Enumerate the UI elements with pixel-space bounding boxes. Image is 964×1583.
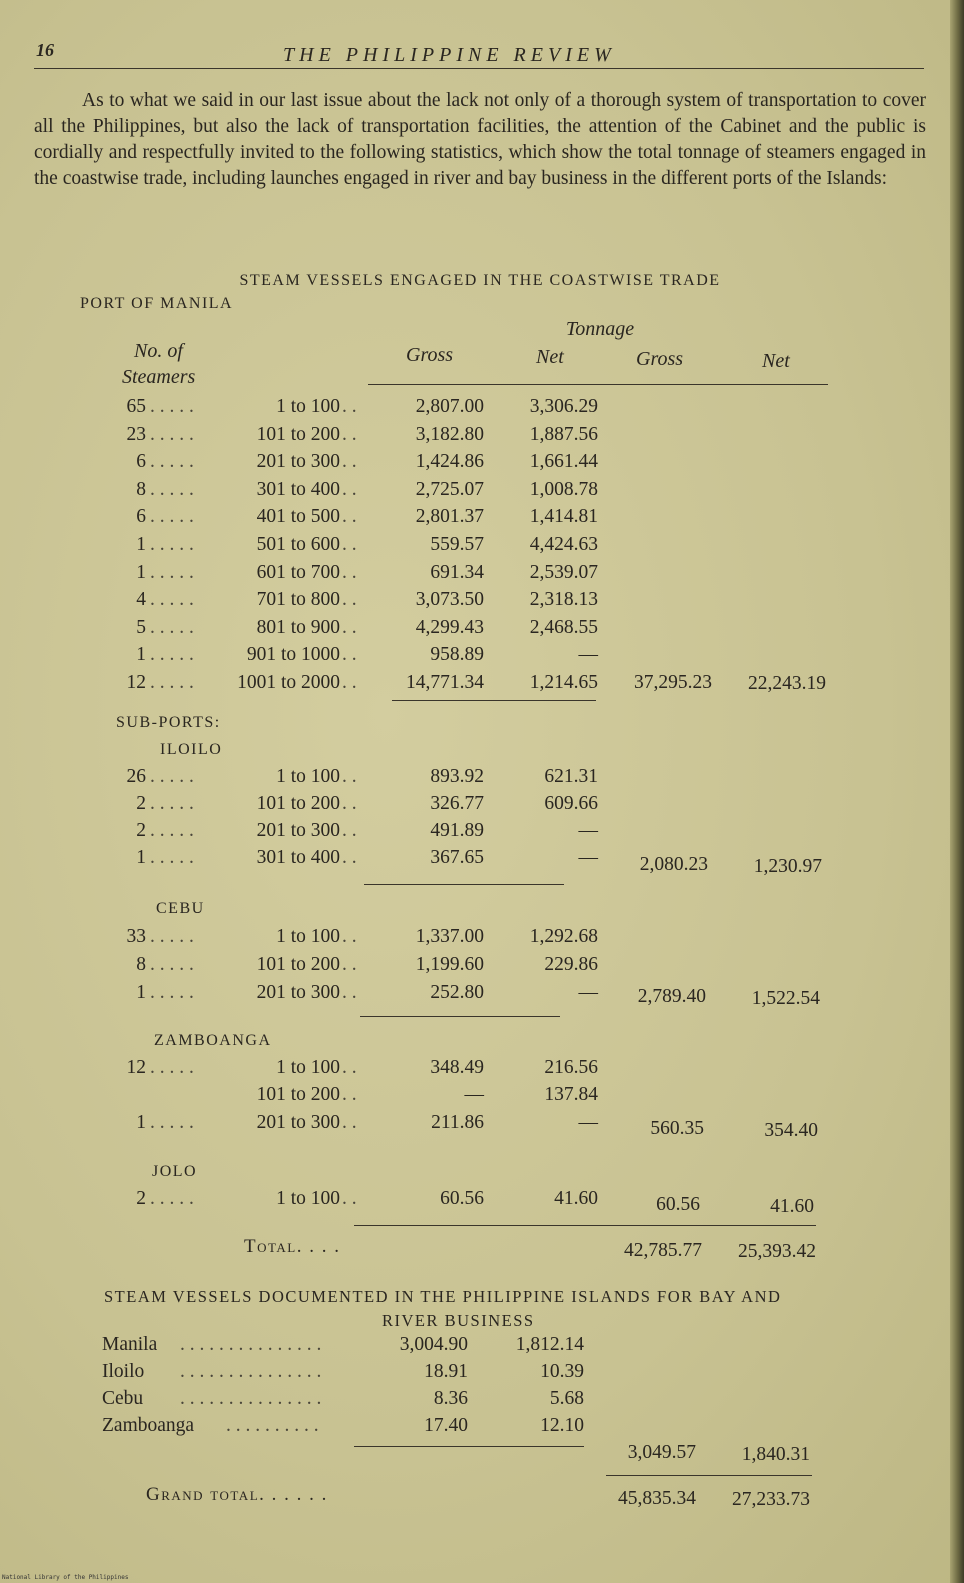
manila-row-trailing-dots: . . <box>342 506 357 528</box>
manila-row-net: 1,008.78 <box>529 478 598 500</box>
jolo-row-num: 2 <box>136 1188 146 1209</box>
manila-row-gross: 14,771.34 <box>406 672 484 693</box>
bay-river-net: 12.10 <box>540 1415 584 1436</box>
cebu-row-leader-dots: . . . . . <box>150 926 194 947</box>
manila-row-net: 1,661.44 <box>529 451 598 473</box>
manila-row-trailing-dots: . . <box>342 644 357 666</box>
zamboanga-row-num: 1 <box>136 1111 146 1133</box>
manila-row-gross: 958.89 <box>430 644 484 666</box>
manila-row-trailing-dots: . . <box>342 423 357 445</box>
col-net-2: Net <box>762 350 790 372</box>
total-net: 25,393.42 <box>738 1241 816 1262</box>
cebu-row-trailing-dots: . . <box>342 926 357 947</box>
manila-row-num: 4 <box>136 589 146 611</box>
total-gross: 42,785.77 <box>624 1240 702 1261</box>
manila-row-trailing-dots: . . <box>342 561 357 583</box>
iloilo-row-gross: 893.92 <box>430 766 484 787</box>
iloilo-row-net: — <box>578 847 598 868</box>
manila-row-gross: 4,299.43 <box>415 616 484 638</box>
grand-total-gross: 45,835.34 <box>618 1488 696 1509</box>
bay-river-leader-dots: . . . . . . . . . . <box>226 1415 319 1436</box>
col-tonnage: Tonnage <box>565 318 635 340</box>
bay-river-leader-dots: . . . . . . . . . . . . . . . <box>180 1388 322 1409</box>
iloilo-row-num: 2 <box>136 820 146 841</box>
iloilo-row-leader-dots: . . . . . <box>150 793 194 814</box>
heading-rule <box>368 384 828 385</box>
manila-row-net: 1,214.65 <box>529 672 598 693</box>
manila-row-num: 1 <box>136 561 146 583</box>
zamboanga-row-trailing-dots: . . <box>342 1111 357 1133</box>
total-label: Total <box>244 1236 297 1257</box>
manila-row-leader-dots: . . . . . <box>150 616 194 638</box>
header-rule <box>34 68 924 69</box>
bay-river-total-gross: 3,049.57 <box>627 1442 696 1463</box>
bay-river-gross: 3,004.90 <box>399 1334 468 1355</box>
manila-row-range: 601 to 700 <box>256 561 340 583</box>
manila-row-num: 6 <box>136 451 146 473</box>
total-leader: . . . . <box>296 1236 341 1257</box>
subports-label: SUB-PORTS: <box>116 714 221 731</box>
manila-row-leader-dots: . . . . . <box>150 672 194 693</box>
jolo-total-gross: 60.56 <box>656 1194 700 1215</box>
iloilo-row-net: 609.66 <box>544 793 598 814</box>
iloilo-row-range: 1 to 100 <box>276 766 340 787</box>
manila-row-gross: 3,073.50 <box>415 589 484 611</box>
iloilo-row-trailing-dots: . . <box>342 793 357 814</box>
cebu-row-leader-dots: . . . . . <box>150 954 194 975</box>
bay-river-gross: 18.91 <box>424 1361 468 1382</box>
journal-title: THE PHILIPPINE REVIEW <box>283 44 616 66</box>
jolo-total-net: 41.60 <box>770 1196 814 1217</box>
bay-river-title-line2: RIVER BUSINESS <box>382 1311 535 1330</box>
bay-river-net: 10.39 <box>540 1361 584 1382</box>
bay-river-rule <box>354 1446 584 1447</box>
manila-row-net: — <box>578 644 598 666</box>
manila-row-trailing-dots: . . <box>342 589 357 611</box>
manila-row-range: 301 to 400 <box>256 478 340 500</box>
cebu-rule <box>360 1016 560 1017</box>
zamboanga-total-net: 354.40 <box>764 1120 818 1141</box>
grand-total-leader: . . . . . . <box>259 1484 328 1505</box>
zamboanga-row-gross: 348.49 <box>430 1057 484 1078</box>
cebu-total-net: 1,522.54 <box>751 988 820 1009</box>
manila-row-leader-dots: . . . . . <box>150 644 194 666</box>
zamboanga-row-net: — <box>578 1111 598 1133</box>
cebu-row-trailing-dots: . . <box>342 982 357 1003</box>
manila-row-leader-dots: . . . . . <box>150 478 194 500</box>
cebu-row-net: 229.86 <box>544 954 598 975</box>
jolo-label: JOLO <box>152 1163 198 1180</box>
jolo-row-range: 1 to 100 <box>276 1188 340 1209</box>
bay-river-port: Iloilo <box>102 1361 145 1382</box>
manila-row-num: 5 <box>136 616 146 638</box>
iloilo-row-num: 2 <box>136 793 146 814</box>
manila-row-num: 12 <box>126 672 146 693</box>
manila-row-num: 65 <box>126 396 146 417</box>
col-net-1: Net <box>536 346 564 368</box>
cebu-row-num: 1 <box>136 982 146 1003</box>
jolo-row-trailing-dots: . . <box>342 1188 357 1209</box>
bay-river-title-line1: STEAM VESSELS DOCUMENTED IN THE PHILIPPINE ISLANDS FOR BAY AND <box>104 1287 782 1306</box>
manila-row-net: 2,468.55 <box>529 616 598 638</box>
manila-row-gross: 2,801.37 <box>415 506 484 528</box>
zamboanga-row-range: 201 to 300 <box>256 1111 340 1133</box>
grand-total-rule <box>606 1475 812 1476</box>
page-edge-shadow <box>950 0 964 1583</box>
iloilo-row-net: — <box>578 820 598 841</box>
jolo-row-gross: 60.56 <box>440 1188 484 1209</box>
manila-row-gross: 691.34 <box>430 561 484 583</box>
manila-row-trailing-dots: . . <box>342 616 357 638</box>
manila-row-trailing-dots: . . <box>342 396 357 417</box>
iloilo-total-net: 1,230.97 <box>753 856 822 877</box>
cebu-row-trailing-dots: . . <box>342 954 357 975</box>
iloilo-row-leader-dots: . . . . . <box>150 820 194 841</box>
bay-river-total-net: 1,840.31 <box>741 1444 810 1465</box>
iloilo-row-range: 301 to 400 <box>256 847 340 868</box>
iloilo-row-range: 101 to 200 <box>256 793 340 814</box>
intro-paragraph: As to what we said in our last issue about the lack not only of a thorough system of transportation to cover all the Philippines, but also the lack of transportation facilities, the attention of the Cabinet and the public is cordially and respectfully invited to the following statistics, which show the total tonnage of steamers engaged in the coastwise trade, including launches engaged in river and bay business in the different ports of the Islands: <box>34 90 926 189</box>
cebu-row-gross: 252.80 <box>430 982 484 1003</box>
zamboanga-row-net: 137.84 <box>544 1084 598 1106</box>
grand-total-label: Grand total <box>146 1484 260 1505</box>
coastwise-title: STEAM VESSELS ENGAGED IN THE COASTWISE TRADE <box>239 272 721 289</box>
bay-river-net: 1,812.14 <box>515 1334 584 1355</box>
iloilo-row-range: 201 to 300 <box>256 820 340 841</box>
cebu-label: CEBU <box>156 900 205 917</box>
jolo-row-net: 41.60 <box>554 1188 598 1209</box>
port-of-manila-label: PORT OF MANILA <box>80 295 234 312</box>
bay-river-net: 5.68 <box>549 1388 584 1409</box>
manila-row-num: 8 <box>136 478 146 500</box>
bay-river-port: Cebu <box>102 1388 144 1409</box>
manila-row-net: 1,887.56 <box>529 423 598 445</box>
manila-row-leader-dots: . . . . . <box>150 561 194 583</box>
manila-row-range: 401 to 500 <box>256 506 340 528</box>
iloilo-row-leader-dots: . . . . . <box>150 847 194 868</box>
manila-row-num: 1 <box>136 534 146 555</box>
zamboanga-row-leader-dots: . . . . . <box>150 1057 194 1078</box>
iloilo-label: ILOILO <box>160 741 223 758</box>
bay-river-leader-dots: . . . . . . . . . . . . . . . <box>180 1334 322 1355</box>
cebu-row-net: — <box>578 982 598 1003</box>
manila-row-net: 4,424.63 <box>529 534 598 555</box>
zamboanga-row-trailing-dots: . . <box>342 1057 357 1078</box>
manila-row-gross: 3,182.80 <box>415 423 484 445</box>
col-steamers-line2: Steamers <box>122 366 196 388</box>
zamboanga-total-gross: 560.35 <box>650 1118 704 1139</box>
total-label-row <box>244 1236 340 1258</box>
manila-row-net: 3,306.29 <box>529 396 598 417</box>
cebu-row-num: 8 <box>136 954 146 975</box>
cebu-row-net: 1,292.68 <box>529 926 598 947</box>
manila-row-net: 2,318.13 <box>529 589 598 611</box>
iloilo-row-num: 26 <box>126 766 146 787</box>
iloilo-total-gross: 2,080.23 <box>639 854 708 875</box>
grand-total-label-row <box>146 1484 328 1506</box>
zamboanga-row-net: 216.56 <box>544 1057 598 1078</box>
iloilo-rule <box>364 884 564 885</box>
iloilo-row-trailing-dots: . . <box>342 847 357 868</box>
manila-row-gross: 1,424.86 <box>415 451 484 473</box>
iloilo-row-gross: 367.65 <box>430 847 484 868</box>
manila-row-range: 101 to 200 <box>256 423 340 445</box>
manila-row-leader-dots: . . . . . <box>150 451 194 473</box>
zamboanga-row-trailing-dots: . . <box>342 1084 357 1106</box>
page-number: 16 <box>36 40 54 60</box>
manila-row-trailing-dots: . . <box>342 478 357 500</box>
manila-row-num: 23 <box>126 423 146 445</box>
iloilo-row-gross: 491.89 <box>430 820 484 841</box>
cebu-row-range: 101 to 200 <box>256 954 340 975</box>
bay-river-port: Zamboanga <box>102 1415 195 1436</box>
manila-row-trailing-dots: . . <box>342 451 357 473</box>
grand-total-net: 27,233.73 <box>732 1489 810 1510</box>
manila-row-leader-dots: . . . . . <box>150 423 194 445</box>
cebu-row-gross: 1,337.00 <box>415 926 484 947</box>
intro-text <box>34 88 926 192</box>
manila-row-net: 1,414.81 <box>529 506 598 528</box>
cebu-row-leader-dots: . . . . . <box>150 982 194 1003</box>
zamboanga-row-range: 1 to 100 <box>276 1057 340 1078</box>
manila-row-range: 901 to 1000 <box>246 644 340 666</box>
manila-row-gross: 2,807.00 <box>415 396 484 417</box>
zamboanga-row-range: 101 to 200 <box>256 1084 340 1106</box>
manila-row-leader-dots: . . . . . <box>150 534 194 555</box>
cebu-row-num: 33 <box>126 926 146 947</box>
bay-river-port: Manila <box>102 1334 158 1355</box>
manila-row-range: 1001 to 2000 <box>237 672 340 693</box>
bay-river-leader-dots: . . . . . . . . . . . . . . . <box>180 1361 322 1382</box>
col-steamers-line1: No. of <box>134 340 183 362</box>
bay-river-gross: 17.40 <box>424 1415 468 1436</box>
col-gross-2: Gross <box>636 348 684 370</box>
manila-row-range: 501 to 600 <box>256 534 340 555</box>
iloilo-row-num: 1 <box>136 847 146 868</box>
iloilo-row-net: 621.31 <box>544 766 598 787</box>
iloilo-row-leader-dots: . . . . . <box>150 766 194 787</box>
manila-row-gross: 559.57 <box>430 534 484 555</box>
library-credit: National Library of the Philippines <box>2 1574 129 1581</box>
zamboanga-row-gross: 211.86 <box>431 1111 484 1133</box>
manila-subtotal-rule <box>392 700 596 701</box>
manila-total-net: 22,243.19 <box>748 673 826 694</box>
cebu-total-gross: 2,789.40 <box>637 986 706 1007</box>
manila-total-gross: 37,295.23 <box>634 672 712 693</box>
manila-row-num: 6 <box>136 506 146 528</box>
zamboanga-row-leader-dots: . . . . . <box>150 1111 194 1133</box>
jolo-row-leader-dots: . . . . . <box>150 1188 194 1209</box>
zamboanga-row-num: 12 <box>126 1057 146 1078</box>
manila-row-range: 801 to 900 <box>256 616 340 638</box>
manila-row-net: 2,539.07 <box>529 561 598 583</box>
iloilo-row-gross: 326.77 <box>430 793 484 814</box>
manila-row-num: 1 <box>136 644 146 666</box>
manila-row-range: 1 to 100 <box>276 396 340 417</box>
manila-row-trailing-dots: . . <box>342 672 357 693</box>
total-rule <box>354 1225 816 1226</box>
cebu-row-range: 1 to 100 <box>276 926 340 947</box>
zamboanga-label: ZAMBOANGA <box>154 1032 272 1049</box>
manila-row-leader-dots: . . . . . <box>150 589 194 611</box>
manila-row-gross: 2,725.07 <box>415 478 484 500</box>
col-gross-1: Gross <box>406 344 454 366</box>
cebu-row-range: 201 to 300 <box>256 982 340 1003</box>
iloilo-row-trailing-dots: . . <box>342 820 357 841</box>
bay-river-gross: 8.36 <box>433 1388 468 1409</box>
manila-row-leader-dots: . . . . . <box>150 506 194 528</box>
cebu-row-gross: 1,199.60 <box>415 954 484 975</box>
zamboanga-row-gross: — <box>464 1084 484 1106</box>
manila-row-range: 201 to 300 <box>256 451 340 473</box>
manila-row-leader-dots: . . . . . <box>150 396 194 417</box>
manila-row-range: 701 to 800 <box>256 589 340 611</box>
iloilo-row-trailing-dots: . . <box>342 766 357 787</box>
manila-row-trailing-dots: . . <box>342 534 357 555</box>
